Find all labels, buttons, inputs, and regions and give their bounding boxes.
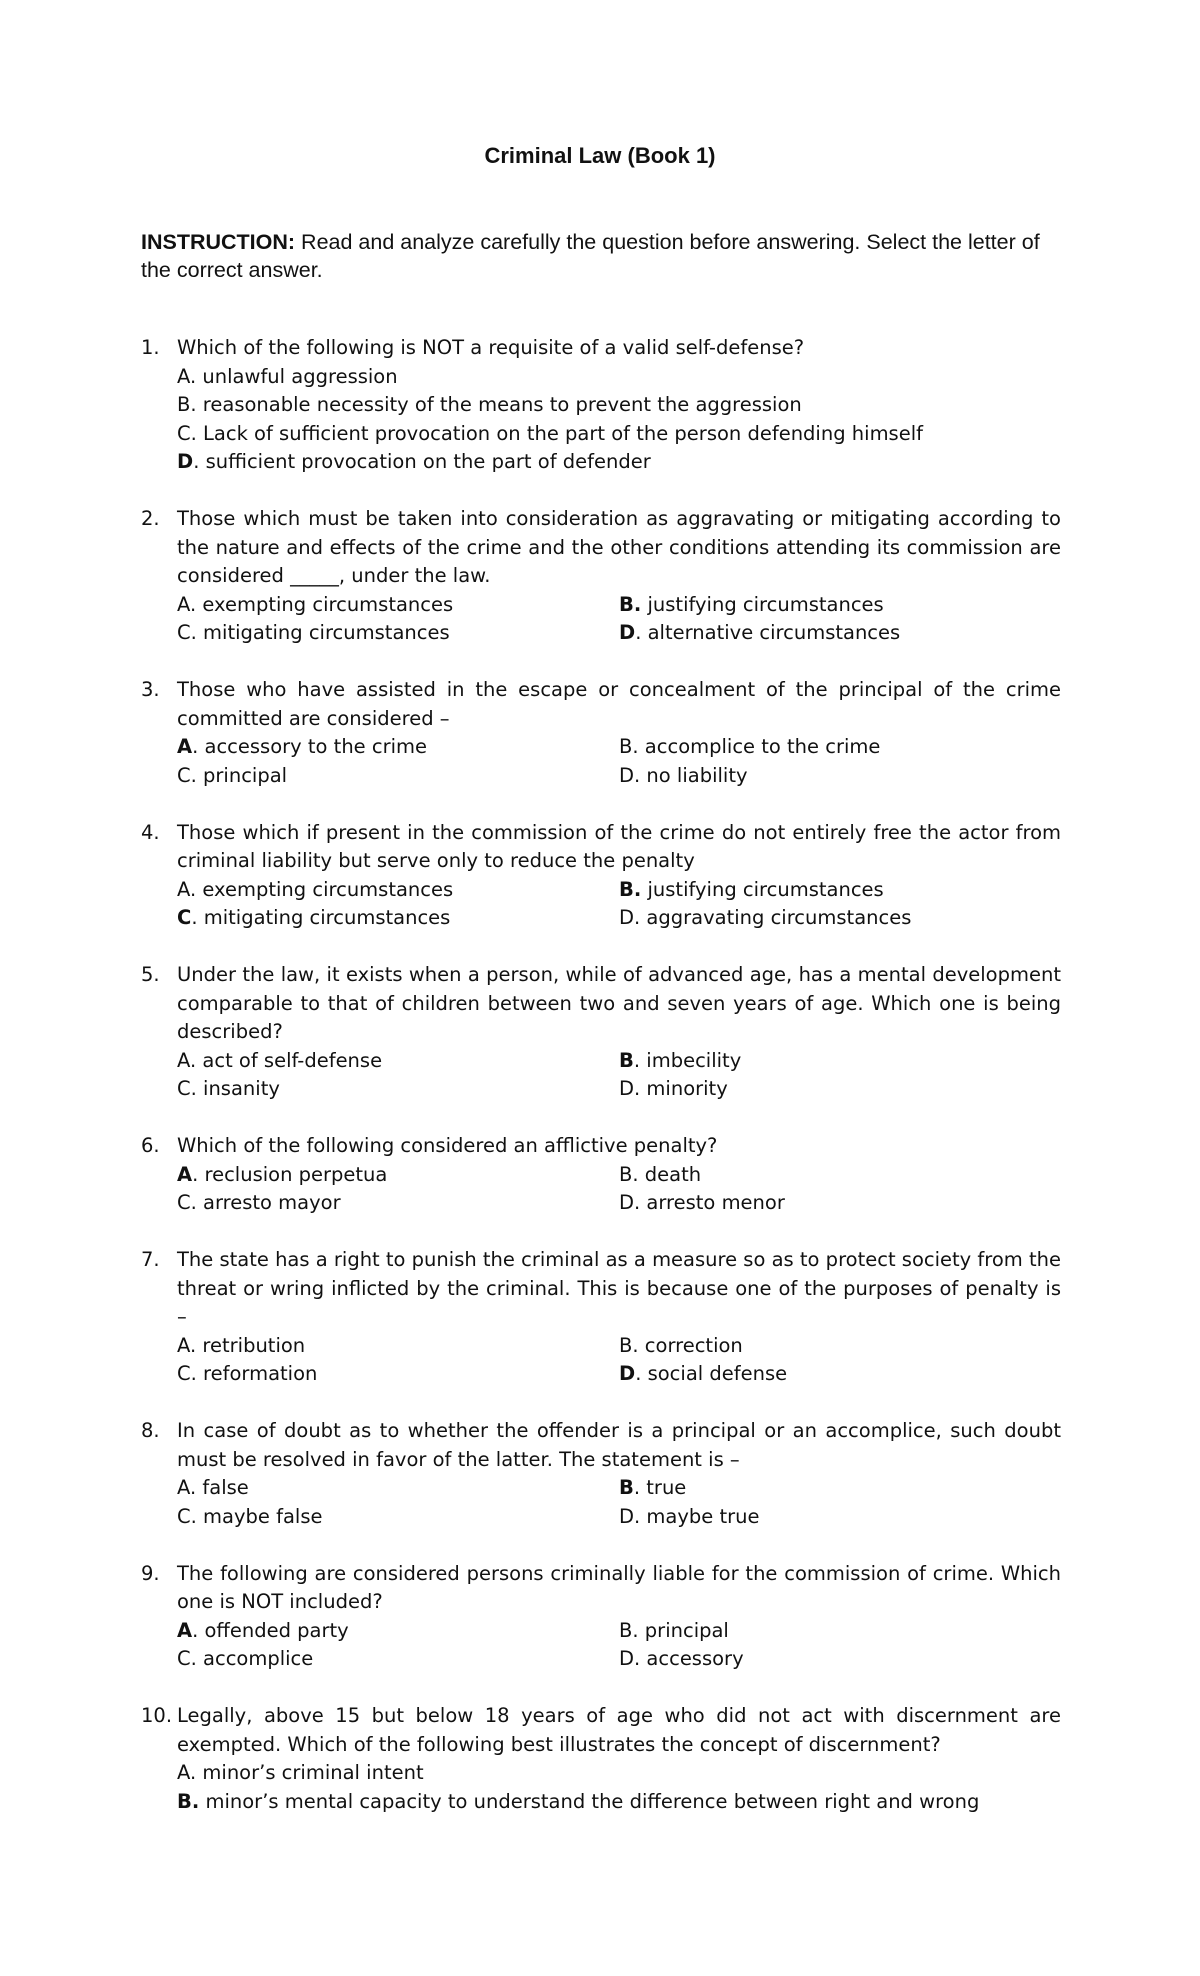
option-letter: C [177, 621, 191, 644]
option-letter: D [619, 1504, 635, 1528]
question-item [141, 1246, 1061, 1389]
option-text: reclusion perpetua [204, 1162, 388, 1186]
option-text: offended party [204, 1618, 349, 1642]
option-text: accessory [646, 1647, 744, 1670]
question-item [141, 334, 1061, 477]
answer-options [177, 876, 1061, 933]
option-text: principal [203, 763, 288, 787]
answer-option [177, 1788, 1061, 1817]
option-text: no liability [646, 763, 748, 787]
option-separator: . [192, 1162, 205, 1186]
option-letter: D [619, 1647, 635, 1670]
answer-option [177, 1075, 619, 1104]
answer-option [619, 1617, 1061, 1646]
option-letter: C [177, 1504, 191, 1528]
answer-option [177, 448, 1061, 477]
answer-options [177, 1617, 1061, 1674]
question-list [141, 334, 1061, 1845]
option-text: true [646, 1476, 687, 1499]
answer-option [177, 1645, 619, 1674]
option-separator: . [633, 1048, 647, 1072]
question-stem: Those which must be taken into consideration as aggravating or mitigating according to the nature and effects of the crime and the other conditions attending its commission are considered _____, under the law. [177, 507, 1061, 587]
option-separator: . [632, 735, 645, 758]
option-letter: D [619, 763, 635, 787]
option-letter: A [177, 1618, 193, 1642]
option-text: justifying circumstances [647, 877, 884, 901]
option-separator: . [192, 1618, 205, 1642]
option-separator: . [635, 621, 648, 644]
option-text: exempting circumstances [202, 592, 454, 616]
option-text: accomplice to the crime [644, 735, 881, 758]
question-number: 7. [141, 1248, 160, 1271]
option-text: act of self-defense [202, 1048, 383, 1072]
question-number: 4. [141, 820, 160, 844]
answer-option [619, 1360, 1061, 1389]
option-separator: . [190, 1077, 204, 1100]
option-text: retribution [202, 1333, 306, 1357]
answer-option [177, 591, 619, 620]
option-letter: A [177, 1476, 190, 1499]
option-letter: A [177, 364, 190, 388]
question-number: 1. [141, 336, 160, 359]
option-text: maybe false [203, 1504, 323, 1528]
option-separator: . [634, 1647, 647, 1670]
question-body [177, 676, 1061, 790]
answer-option [619, 1503, 1061, 1532]
option-separator: . [632, 1333, 645, 1357]
question-body [177, 1246, 1061, 1389]
option-text: minor’s criminal intent [202, 1761, 424, 1784]
question-number: 2. [141, 507, 160, 530]
question-number: 9. [141, 1561, 160, 1585]
option-letter: A [177, 735, 193, 758]
question-stem: Which of the following considered an afflictive penalty? [177, 1134, 718, 1157]
question-item [141, 1132, 1061, 1218]
option-separator: . [190, 1504, 204, 1528]
question-body [177, 961, 1061, 1104]
question-stem: Which of the following is NOT a requisite of a valid self-defense? [177, 336, 805, 359]
question-body [177, 334, 1061, 477]
question-number: 8. [141, 1419, 160, 1442]
option-letter: A [177, 1761, 190, 1784]
option-separator: . [191, 906, 204, 929]
option-separator: . [190, 1476, 203, 1499]
option-text: insanity [203, 1077, 280, 1100]
answer-option [619, 619, 1061, 648]
option-text: alternative circumstances [647, 621, 901, 644]
option-letter: D [177, 450, 194, 473]
option-text: unlawful aggression [202, 364, 398, 388]
option-separator: . [190, 393, 203, 416]
answer-options [177, 363, 1061, 477]
option-letter: A [177, 1162, 193, 1186]
question-stem: The state has a right to punish the criminal as a measure so as to protect society from the threat or wring inflicted by the criminal. This is because one of the purposes of penalty is – [177, 1248, 1061, 1328]
answer-option [619, 1189, 1061, 1218]
question-body [177, 819, 1061, 933]
option-letter: B. [619, 592, 642, 616]
answer-option [177, 363, 1061, 392]
question-number: 10. [141, 1704, 173, 1727]
answer-options [177, 591, 1061, 648]
option-letter: C [177, 763, 191, 787]
option-letter: B [619, 735, 633, 758]
answer-option [177, 904, 619, 933]
instruction-label: INSTRUCTION: [141, 230, 296, 254]
option-letter: A [177, 1048, 190, 1072]
option-letter: C [177, 1647, 191, 1670]
option-letter: C [177, 1077, 191, 1100]
question-stem: Those which if present in the commission of the crime do not entirely free the actor from criminal liability but serve only to reduce the penalty [177, 820, 1061, 872]
option-text: minor’s mental capacity to understand the difference between right and wrong [205, 1789, 980, 1813]
question-number: 3. [141, 678, 160, 701]
option-letter: B. [177, 1789, 200, 1813]
answer-option [619, 733, 1061, 762]
option-letter: A [177, 877, 190, 901]
option-separator: . [190, 364, 203, 388]
answer-option [619, 1332, 1061, 1361]
option-text: death [644, 1162, 702, 1186]
answer-options [177, 1332, 1061, 1389]
question-item [141, 1417, 1061, 1531]
option-text: mitigating circumstances [203, 906, 451, 929]
option-letter: B [619, 1162, 633, 1186]
question-item [141, 676, 1061, 790]
instruction-text: Read and analyze carefully the question before answering. Select the letter of the correct answer. [141, 230, 1040, 282]
option-text: sufficient provocation on the part of defender [205, 450, 651, 473]
option-separator: . [632, 1162, 645, 1186]
option-text: false [202, 1476, 249, 1499]
option-separator: . [635, 1362, 648, 1385]
option-separator: . [633, 1476, 647, 1499]
answer-option [619, 904, 1061, 933]
option-separator: . [190, 1191, 204, 1214]
page-title: Criminal Law (Book 1) [484, 143, 716, 168]
answer-options [177, 733, 1061, 790]
option-letter: D [619, 1191, 635, 1214]
option-separator: . [190, 877, 203, 901]
option-separator: . [192, 735, 205, 758]
option-separator: . [190, 1761, 203, 1784]
option-separator: . [632, 1618, 645, 1642]
answer-option [177, 1047, 619, 1076]
option-text: maybe true [646, 1504, 760, 1528]
answer-option [177, 1332, 619, 1361]
answer-option [619, 1047, 1061, 1076]
option-separator: . [190, 621, 204, 644]
option-letter: C [177, 1362, 191, 1385]
question-stem: Legally, above 15 but below 18 years of age who did not act with discernment are exempted. Which of the following best illustrates the concept of discernment? [177, 1704, 1061, 1756]
answer-option [177, 1617, 619, 1646]
question-stem: The following are considered persons criminally liable for the commission of crime. Which one is NOT included? [177, 1561, 1061, 1613]
option-text: exempting circumstances [202, 877, 454, 901]
option-letter: B [619, 1048, 634, 1072]
question-stem: Those who have assisted in the escape or concealment of the principal of the crime committed are considered – [177, 678, 1061, 730]
option-separator: . [634, 1504, 647, 1528]
option-text: reasonable necessity of the means to prevent the aggression [202, 393, 802, 416]
option-text: Lack of sufficient provocation on the part of the person defending himself [203, 421, 923, 445]
option-separator: . [634, 906, 647, 929]
answer-option [177, 1161, 619, 1190]
option-separator: . [190, 763, 204, 787]
option-separator: . [634, 1191, 647, 1214]
option-separator: . [634, 763, 647, 787]
question-item [141, 505, 1061, 648]
option-text: arresto mayor [203, 1191, 341, 1214]
option-letter: C [177, 421, 191, 445]
answer-option [619, 876, 1061, 905]
option-separator: . [190, 592, 203, 616]
option-letter: C [177, 1191, 191, 1214]
option-letter: C [177, 906, 192, 929]
option-separator: . [190, 1048, 203, 1072]
option-separator: . [193, 450, 206, 473]
option-text: reformation [203, 1362, 318, 1385]
option-text: arresto menor [646, 1191, 785, 1214]
option-separator: . [190, 421, 204, 445]
option-separator: . [190, 1647, 204, 1670]
option-letter: A [177, 592, 190, 616]
option-text: correction [644, 1333, 743, 1357]
answer-option [619, 1645, 1061, 1674]
question-stem: Under the law, it exists when a person, while of advanced age, has a mental development comparable to that of children between two and seven years of age. Which one is being described? [177, 963, 1061, 1043]
answer-options [177, 1759, 1061, 1816]
question-number: 5. [141, 963, 160, 986]
answer-option [177, 876, 619, 905]
answer-option [177, 1759, 1061, 1788]
option-text: accessory to the crime [204, 735, 428, 758]
answer-options [177, 1474, 1061, 1531]
option-letter: B [177, 393, 191, 416]
option-text: mitigating circumstances [203, 621, 450, 644]
answer-option [177, 420, 1061, 449]
question-body [177, 1560, 1061, 1674]
option-letter: B [619, 1618, 633, 1642]
question-body [177, 1417, 1061, 1531]
option-separator: . [190, 1362, 204, 1385]
question-item [141, 961, 1061, 1104]
question-item [141, 819, 1061, 933]
answer-option [177, 1360, 619, 1389]
answer-option [177, 391, 1061, 420]
question-body [177, 1702, 1061, 1816]
answer-option [177, 619, 619, 648]
question-stem: In case of doubt as to whether the offender is a principal or an accomplice, such doubt must be resolved in favor of the latter. The statement is – [177, 1419, 1061, 1471]
question-body [177, 1132, 1061, 1218]
option-letter: B. [619, 877, 642, 901]
answer-option [619, 1161, 1061, 1190]
option-letter: D [619, 1077, 635, 1100]
option-separator: . [190, 1333, 203, 1357]
option-separator: . [634, 1077, 647, 1100]
option-text: aggravating circumstances [646, 906, 912, 929]
option-text: principal [644, 1618, 729, 1642]
answer-option [619, 1474, 1061, 1503]
option-letter: A [177, 1333, 190, 1357]
answer-option [177, 1474, 619, 1503]
question-number: 6. [141, 1134, 160, 1157]
option-letter: D [619, 621, 636, 644]
option-text: justifying circumstances [647, 592, 884, 616]
option-text: social defense [647, 1362, 788, 1385]
answer-option [177, 1503, 619, 1532]
instruction [141, 228, 1061, 284]
option-letter: B [619, 1333, 633, 1357]
option-text: accomplice [203, 1647, 314, 1670]
answer-option [177, 762, 619, 791]
answer-option [177, 1189, 619, 1218]
answer-option [177, 733, 619, 762]
option-letter: B [619, 1476, 634, 1499]
answer-option [619, 762, 1061, 791]
answer-options [177, 1161, 1061, 1218]
option-text: minority [646, 1077, 728, 1100]
answer-option [619, 1075, 1061, 1104]
question-item [141, 1560, 1061, 1674]
option-letter: D [619, 906, 635, 929]
question-body [177, 505, 1061, 648]
option-text: imbecility [646, 1048, 742, 1072]
answer-options [177, 1047, 1061, 1104]
question-item [141, 1702, 1061, 1816]
answer-option [619, 591, 1061, 620]
option-letter: D [619, 1362, 636, 1385]
